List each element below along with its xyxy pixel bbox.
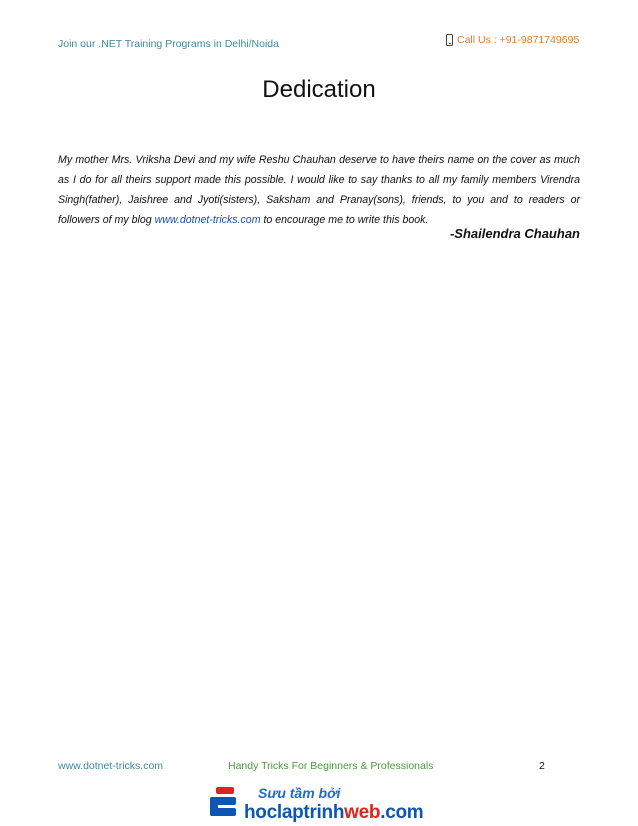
watermark-line2 <box>244 802 423 824</box>
page-title: Dedication <box>262 76 376 103</box>
watermark-part2: web <box>344 802 381 823</box>
header-training-text: Join our .NET Training Programs in Delhi/Noida <box>58 38 279 50</box>
watermark-part1: hoclaptrinh <box>244 802 345 823</box>
watermark-logo <box>210 785 436 825</box>
header-call-text: Call Us : +91-9871749695 <box>457 34 580 46</box>
watermark-part3: .com <box>380 802 424 823</box>
footer-website: www.dotnet-tricks.com <box>58 760 164 772</box>
logo-mark-icon <box>210 787 240 821</box>
dedication-paragraph <box>58 150 580 230</box>
dedication-text-start: My mother Mrs. Vriksha Devi and my wife Reshu Chauhan deserve to have theirs name on the cover as much as I do for all theirs support made this possible. I would like to say thanks to all my family members Virendra Singh(father), Jaishree and Jyoti(sisters), Saksham and Pranay(sons), friends, to you and to readers or followers of my blog <box>58 154 580 226</box>
dedication-text-end: to encourage me to write this book. <box>260 214 429 226</box>
watermark-line1: Sưu tầm bởi <box>258 785 341 801</box>
footer-tagline: Handy Tricks For Beginners & Professionals <box>228 760 434 772</box>
author-signature: -Shailendra Chauhan <box>449 226 580 241</box>
blog-link[interactable]: www.dotnet-tricks.com <box>154 214 261 226</box>
page-number: 2 <box>539 760 545 772</box>
header-call-us <box>446 34 579 46</box>
phone-icon <box>446 34 453 46</box>
